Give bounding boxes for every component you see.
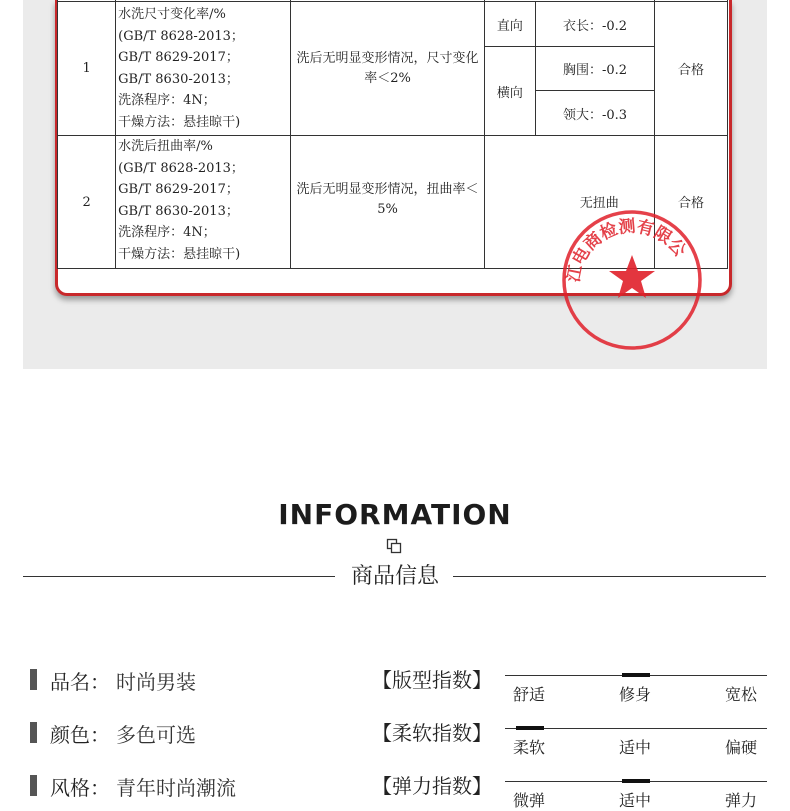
copy-icon (386, 538, 402, 554)
fit-scale-marker (622, 673, 650, 677)
scale-label: 修身 (619, 685, 652, 704)
test-report-table (57, 0, 728, 269)
direction: 直向 (484, 2, 535, 47)
scale-label: 宽松 (725, 685, 758, 704)
scale-label: 偏硬 (725, 738, 758, 757)
row-number: 1 (58, 2, 116, 136)
test-report-card (55, 0, 732, 296)
spec-value: 多色可选 (116, 723, 196, 747)
test-item: 水洗后扭曲率/% (GB/T 8628-2013； GB/T 8629-2017； GB/T 8630-2013； 洗涤程序：4N； 干燥方法：悬挂晾干) (116, 136, 291, 269)
scale-label: 微弹 (513, 791, 546, 810)
scale-label: 舒适 (513, 685, 546, 704)
result: 衣长：-0.2 (536, 2, 655, 47)
scale-label: 弹力 (725, 791, 758, 810)
scale-label: 适中 (619, 791, 652, 810)
test-item: 水洗尺寸变化率/% (GB/T 8628-2013； GB/T 8629-2017； GB/T 8630-2013； 洗涤程序：4N； 干燥方法：悬挂晾干) (116, 2, 291, 136)
scale-label: 适中 (619, 738, 652, 757)
direction: 横向 (484, 47, 535, 136)
bullet-bar (30, 775, 37, 796)
stamp-text: 江电商检测有限公 (563, 216, 690, 284)
verdict: 合格 (654, 136, 727, 269)
spec-row-style (0, 766, 790, 806)
requirement: 洗后无明显变形情况，尺寸变化率＜2% (291, 2, 484, 136)
divider-right (453, 576, 766, 577)
index-label: 【版型指数】 (372, 668, 492, 692)
spec-key: 颜色： (50, 723, 110, 747)
bullet-bar (30, 722, 37, 743)
spec-value: 时尚男装 (116, 670, 196, 694)
row-number: 2 (58, 136, 116, 269)
table-row (58, 136, 728, 269)
requirement: 洗后无明显变形情况，扭曲率＜5% (291, 136, 484, 269)
spec-key: 品名： (50, 670, 110, 694)
result: 无扭曲 (484, 136, 654, 269)
index-label: 【柔软指数】 (372, 721, 492, 745)
verdict: 合格 (654, 2, 727, 136)
result: 胸围：-0.2 (536, 47, 655, 91)
softness-scale-marker (516, 726, 544, 730)
information-title: INFORMATION (278, 498, 512, 531)
result: 领大：-0.3 (536, 91, 655, 136)
spec-row-name (0, 660, 790, 700)
softness-scale-line (505, 728, 767, 729)
index-label: 【弹力指数】 (372, 774, 492, 798)
bullet-bar (30, 669, 37, 690)
scale-label: 柔软 (513, 738, 546, 757)
elasticity-scale-marker (622, 779, 650, 783)
table-row (58, 2, 728, 47)
spec-row-color (0, 713, 790, 753)
spec-key: 风格： (50, 776, 110, 800)
spec-value: 青年时尚潮流 (116, 776, 236, 800)
product-info-title: 商品信息 (350, 564, 439, 589)
